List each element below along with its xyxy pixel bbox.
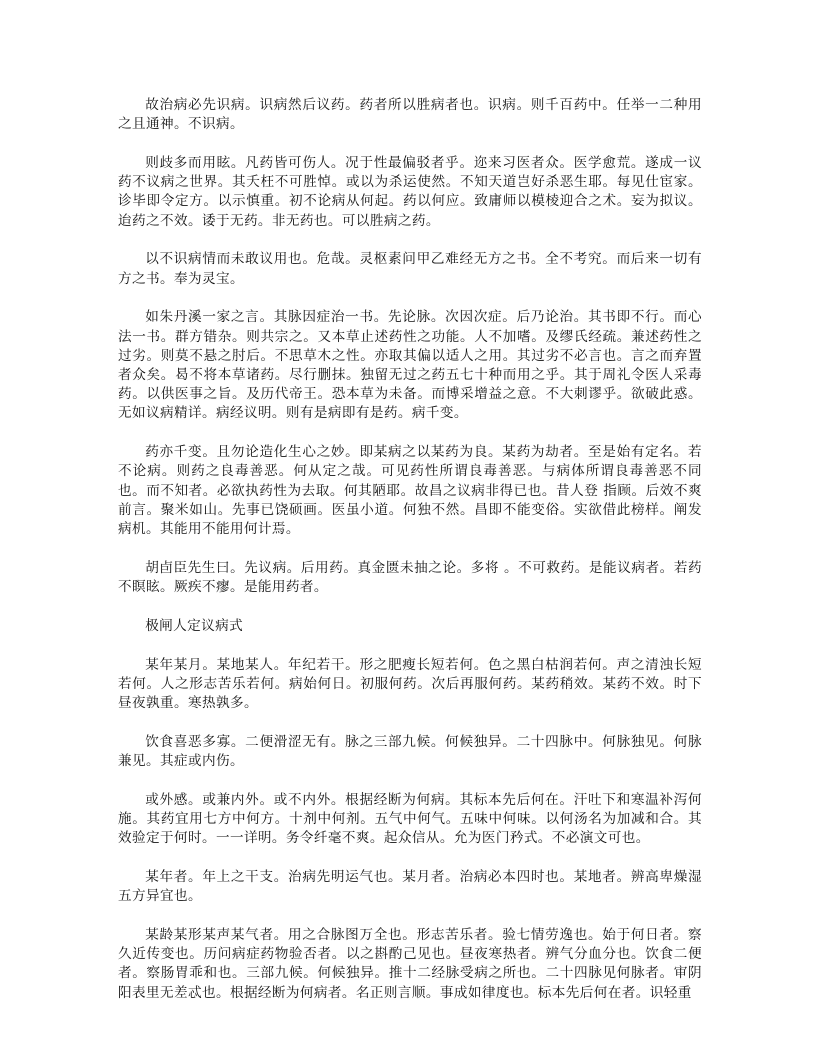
paragraph: 故治病必先识病。识病然后议药。药者所以胜病者也。识病。则千百药中。任举一二种用之且通神。不识病。 xyxy=(118,97,702,133)
paragraph: 某年某月。某地某人。年纪若干。形之肥瘦长短若何。色之黑白枯润若何。声之清浊长短若何。人之形志苦乐若何。病始何日。初服何药。次后再服何药。某药稍效。某药不效。时下昼夜孰重。寒热孰多。 xyxy=(118,656,702,712)
paragraph: 胡卣臣先生曰。先议病。后用药。真金匮未抽之论。多将 。不可救药。是能议病者。若药不瞑眩。厥疾不瘳。是能用药者。 xyxy=(118,559,702,596)
paragraph: 如朱丹溪一家之言。其脉因症治一书。先论脉。次因次症。后乃论治。其书即不行。而心法一书。群方错杂。则共宗之。又本草止述药性之功能。人不加嗜。及缪氏经疏。兼述药性之过劣。则莫不悬之肘后。不思草木之性。亦取其偏以适人之用。其过劣不必言也。言之而弃置者众矣。曷不将本草诸药。尽行删抹。独留无过之药五七十种而用之乎。其于周礼令医人采毒药。以供医事之旨。及历代帝王。恐本草为未备。而博采增益之意。不大刺谬乎。欲破此惑。无如议病精详。病经议明。则有是病即有是药。病千变。 xyxy=(118,309,702,422)
paragraph: 药亦千变。且勿论造化生心之妙。即某病之以某药为良。某药为劫者。至是始有定名。若不论病。则药之良毒善恶。何从定之哉。可见药性所谓良毒善恶。与病体所谓良毒善恶不同也。而不知者。必欲执药性为去取。何其陋耶。故昌之议病非得已也。昔人登 指顾。后效不爽前言。聚米如山。先事已饶硕画。医虽小道。何独不然。昌即不能变俗。实欲借此榜样。阐发病机。其能用不能用何计焉。 xyxy=(118,444,702,538)
paragraph: 或外感。或兼内外。或不内外。根据经断为何病。其标本先后何在。汗吐下和寒温补泻何施。其药宜用七方中何方。十剂中何剂。五气中何气。五味中何味。以何汤名为加减和合。其效验定于何时。一一详明。务令纤毫不爽。起众信从。允为医门矜式。不必演文可也。 xyxy=(118,791,702,847)
paragraph: 以不识病情而未敢议用也。危哉。灵枢素问甲乙难经无方之书。全不考究。而后来一切有方之书。奉为灵宝。 xyxy=(118,251,702,287)
section-heading: 极闸人定议病式 xyxy=(145,617,244,634)
paragraph: 则歧多而用眩。凡药皆可伤人。况于性最偏驳者乎。迩来习医者众。医学愈荒。遂成一议药不议病之世界。其夭枉不可胜悼。或以为杀运使然。不知天道岂好杀恶生耶。每见仕宦家。诊毕即令定方。以示慎重。初不论病从何起。药以何应。致庸师以模棱迎合之术。妄为拟议。迨药之不效。诿于无药。非无药也。可以胜病之药。 xyxy=(118,155,702,229)
document-page xyxy=(118,96,702,1022)
paragraph: 某年者。年上之干支。治病先明运气也。某月者。治病必本四时也。某地者。辨高卑燥湿五方异宜也。 xyxy=(118,869,702,905)
paragraph: 某龄某形某声某气者。用之合脉图万全也。形志苦乐者。验七情劳逸也。始于何日者。察久近传变也。历问病症药物验否者。以之斟酌己见也。昼夜寒热者。辨气分血分也。饮食二便者。察肠胃乖和也。三部九候。何候独异。推十二经脉受病之所也。二十四脉见何脉者。审阴阳表里无差忒也。根据经断为何病者。名正则言顺。事成如律度也。标本先后何在者。识轻重 xyxy=(118,927,702,1001)
paragraph: 饮食喜恶多寡。二便滑涩无有。脉之三部九候。何候独异。二十四脉中。何脉独见。何脉兼见。其症或内伤。 xyxy=(118,733,702,770)
